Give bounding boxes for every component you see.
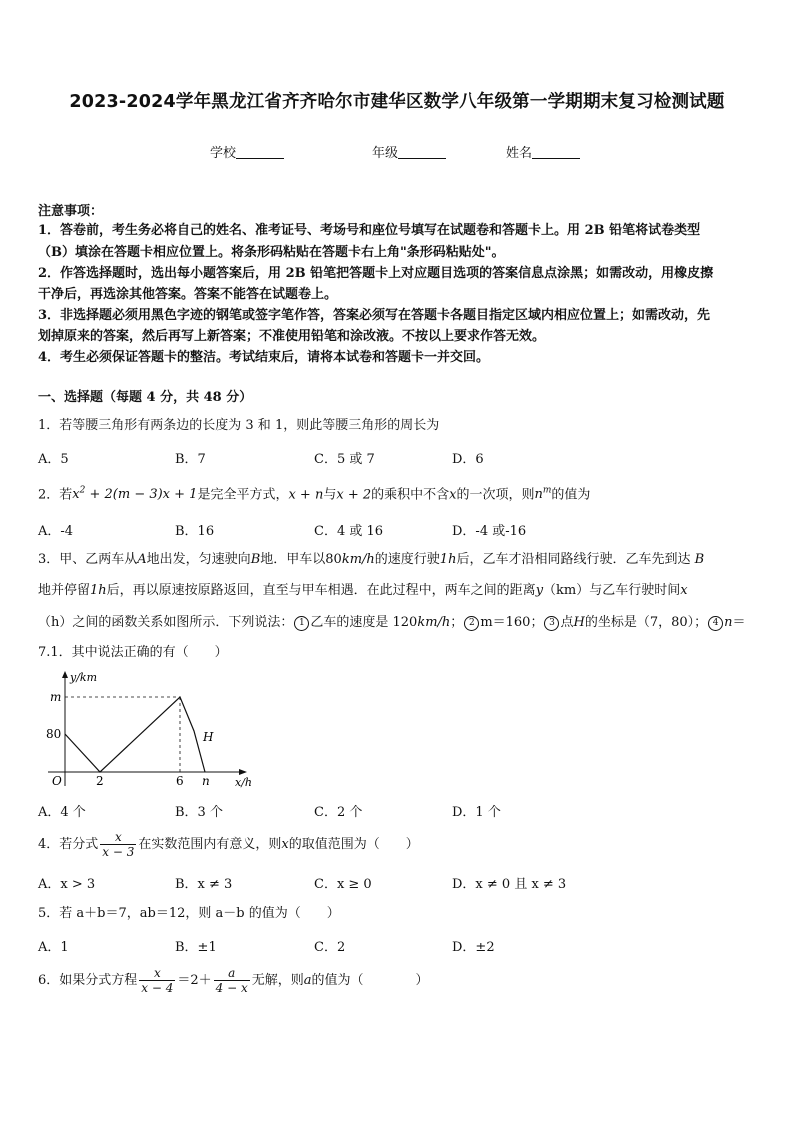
y-axis-label: y/km xyxy=(70,671,98,684)
question-1-stem: 1．若等腰三角形有两条边的长度为 3 和 1，则此等腰三角形的周长为 xyxy=(38,418,440,433)
question-3-line-2 xyxy=(38,581,760,600)
y-axis-arrow xyxy=(62,671,68,678)
q3-text: 地并停留 xyxy=(38,583,91,598)
distance-time-graph xyxy=(38,668,268,796)
q4-text-1: 4．若分式 xyxy=(38,837,99,852)
question-4-stem xyxy=(38,830,760,860)
q3-option-a: A．4 个 xyxy=(38,805,86,820)
question-3-line-1 xyxy=(38,550,760,569)
q2-expr-4: x xyxy=(449,487,457,503)
notice-item-2: 2．作答选择题时，选出每小题答案后，用 2B 铅笔把答题卡上对应题目选项的答案信息点涂黑；如需改动，用橡皮擦 xyxy=(38,266,714,281)
school-blank xyxy=(236,145,284,159)
notice-item-2-cont: 干净后，再选涂其他答案。答案不能答在试题卷上。 xyxy=(38,287,338,302)
notice-item-1: 1．答卷前，考生务必将自己的姓名、准考证号、考场号和座位号填写在试题卷和答题卡上。用 2B 铅笔将试卷类型 xyxy=(38,223,701,238)
q5-option-d: D．±2 xyxy=(452,940,495,955)
q1-option-b: B．7 xyxy=(175,452,206,467)
q6-text-4: 的值为（ ） xyxy=(311,973,429,988)
q3-point-b: B xyxy=(250,552,261,567)
q3-option-c: C．2 个 xyxy=(314,805,363,820)
q6-text-1: 6．如果分式方程 xyxy=(38,973,138,988)
q2-text-2: 是完全平方式， xyxy=(197,487,289,503)
school-label: 学校 xyxy=(210,146,237,161)
q3-unit: km/h xyxy=(417,615,451,630)
q4-fraction: $\frac{x}{x - 3}$ xyxy=(102,830,135,859)
q4-text-3: 的取值范围为（ ） xyxy=(288,837,419,852)
q2-option-c: C．4 或 16 xyxy=(314,524,384,539)
grade-blank xyxy=(398,145,446,159)
q2-expr-2: x + n xyxy=(288,487,324,503)
name-field xyxy=(506,142,580,161)
q4-text-2: 在实数范围内有意义，则 xyxy=(138,837,282,852)
notice-item-4: 4．考生必须保证答题卡的整洁。考试结束后，请将本试卷和答题卡一并交回。 xyxy=(38,350,490,365)
q5-option-a: A．1 xyxy=(38,940,69,955)
q2-expr-5: $n^m$ xyxy=(534,486,552,503)
t2-label: 2 xyxy=(96,774,104,788)
q2-option-b: B．16 xyxy=(175,524,215,539)
q2-expr-1: $x^2 + 2(m - 3)x + 1$ xyxy=(72,486,198,503)
q3-var-x: x xyxy=(680,583,688,598)
q3-text: （h）之间的函数关系如图所示．下列说法： xyxy=(38,615,294,630)
q3-text: （km）与乙车行驶时间 xyxy=(543,583,681,598)
notice-item-1-cont: （B）填涂在答题卡相应位置上。将条形码粘贴在答题卡右上角"条形码粘贴处"。 xyxy=(38,245,505,260)
q4-option-c: C．x ≥ 0 xyxy=(314,877,372,892)
q3-text: 3．甲、乙两车从 xyxy=(38,552,138,567)
q3-text: 的速度行驶 xyxy=(374,552,440,567)
x-axis-arrow xyxy=(239,769,247,775)
q2-option-a: A．-4 xyxy=(38,524,74,539)
q6-var-a: a xyxy=(303,973,312,988)
q3-text: 后，乙车才沿相同路线行驶．乙车先到达 xyxy=(456,552,691,567)
question-2-stem xyxy=(38,482,760,504)
q3-point-a: A xyxy=(137,552,147,567)
q3-unit: km/h xyxy=(341,552,375,567)
q2-text-6: 的值为 xyxy=(551,487,591,503)
q3-claim-3b: 的坐标是（7，80）； xyxy=(584,615,708,630)
q1-option-a: A．5 xyxy=(38,452,69,467)
question-5-stem: 5．若 a＋b＝7，ab＝12，则 a－b 的值为（ ） xyxy=(38,906,340,921)
q3-claim-1: 乙车的速度是 120 xyxy=(310,615,418,630)
notice-item-3: 3．非选择题必须用黑色字迹的钢笔或签字笔作答，答案必须写在答题卡各题目指定区域内相应位置上；如需改动，先 xyxy=(38,308,711,323)
q3-text: ； xyxy=(450,615,464,630)
q2-expr-3: x + 2 xyxy=(336,487,372,503)
q3-eq: ＝ xyxy=(732,615,746,630)
page-title: 2023-2024学年黑龙江省齐齐哈尔市建华区数学八年级第一学期期末复习检测试题 xyxy=(69,92,725,112)
q3-speed: 80 xyxy=(325,552,342,567)
q4-option-b: B．x ≠ 3 xyxy=(175,877,233,892)
q2-text-3: 与 xyxy=(323,487,337,503)
q3-option-d: D．1 个 xyxy=(452,805,501,820)
q3-option-b: B．3 个 xyxy=(175,805,223,820)
q3-text: 地．甲车以 xyxy=(260,552,326,567)
q2-option-d: D．-4 或-16 xyxy=(452,524,527,539)
q3-time: 1h xyxy=(90,583,107,598)
q2-text-5: 的一次项，则 xyxy=(456,487,535,503)
school-field xyxy=(210,142,284,161)
q3-text: 地出发，匀速驶向 xyxy=(146,552,251,567)
question-6-stem xyxy=(38,964,760,998)
q2-text-1: 2．若 xyxy=(38,487,73,503)
grade-label: 年级 xyxy=(372,146,399,161)
q3-var-n: n xyxy=(724,615,733,630)
n-label: n xyxy=(202,774,210,788)
q1-option-c: C．5 或 7 xyxy=(314,452,375,467)
q3-point-h: H xyxy=(573,615,585,630)
circled-3-icon: 3 xyxy=(544,616,559,631)
h-label: H xyxy=(203,730,214,744)
q3-time: 1h xyxy=(439,552,457,567)
v80-label: 80 xyxy=(46,727,62,741)
q4-option-d: D．x ≠ 0 且 x ≠ 3 xyxy=(452,877,567,892)
grade-field xyxy=(372,142,446,161)
name-label: 姓名 xyxy=(506,146,533,161)
q3-point-b: B xyxy=(690,552,705,567)
question-3-line-4: 7.1．其中说法正确的有（ ） xyxy=(38,645,228,660)
q5-option-c: C．2 xyxy=(314,940,346,955)
q3-var-y: y xyxy=(535,583,544,598)
notice-item-3-cont: 划掉原来的答案，然后再写上新答案；不准使用铅笔和涂改液。不按以上要求作答无效。 xyxy=(38,329,546,344)
q3-claim-2: m＝160； xyxy=(480,615,544,630)
q6-text-3: 无解，则 xyxy=(251,973,304,988)
circled-1-icon: 1 xyxy=(294,616,309,631)
q6-text-2: ＝2＋ xyxy=(177,973,212,988)
q4-option-a: A．x > 3 xyxy=(38,877,96,892)
q3-claim-3: 点 xyxy=(560,615,574,630)
q4-var-x: x xyxy=(281,837,289,852)
circled-2-icon: 2 xyxy=(464,616,479,631)
x-axis-label: x/h xyxy=(235,776,252,789)
question-3-line-3 xyxy=(38,613,760,632)
name-blank xyxy=(532,145,580,159)
q1-option-d: D．6 xyxy=(452,452,484,467)
section-heading: 一、选择题（每题 4 分，共 48 分） xyxy=(38,390,253,405)
circled-4-icon: 4 xyxy=(708,616,723,631)
origin-label: O xyxy=(52,774,62,788)
notice-heading: 注意事项： xyxy=(38,204,104,219)
m-label: m xyxy=(50,690,62,704)
q2-text-4: 的乘积中不含 xyxy=(371,487,450,503)
q3-text: 后，再以原速按原路返回，直至与甲车相遇．在此过程中，两车之间的距离 xyxy=(106,583,536,598)
q6-fraction-left: $\frac{x}{x - 4}$ xyxy=(141,966,174,995)
distance-curve xyxy=(65,697,205,772)
q6-fraction-right: $\frac{a}{4 - x}$ xyxy=(215,966,248,995)
t6-label: 6 xyxy=(176,774,184,788)
q5-option-b: B．±1 xyxy=(175,940,217,955)
